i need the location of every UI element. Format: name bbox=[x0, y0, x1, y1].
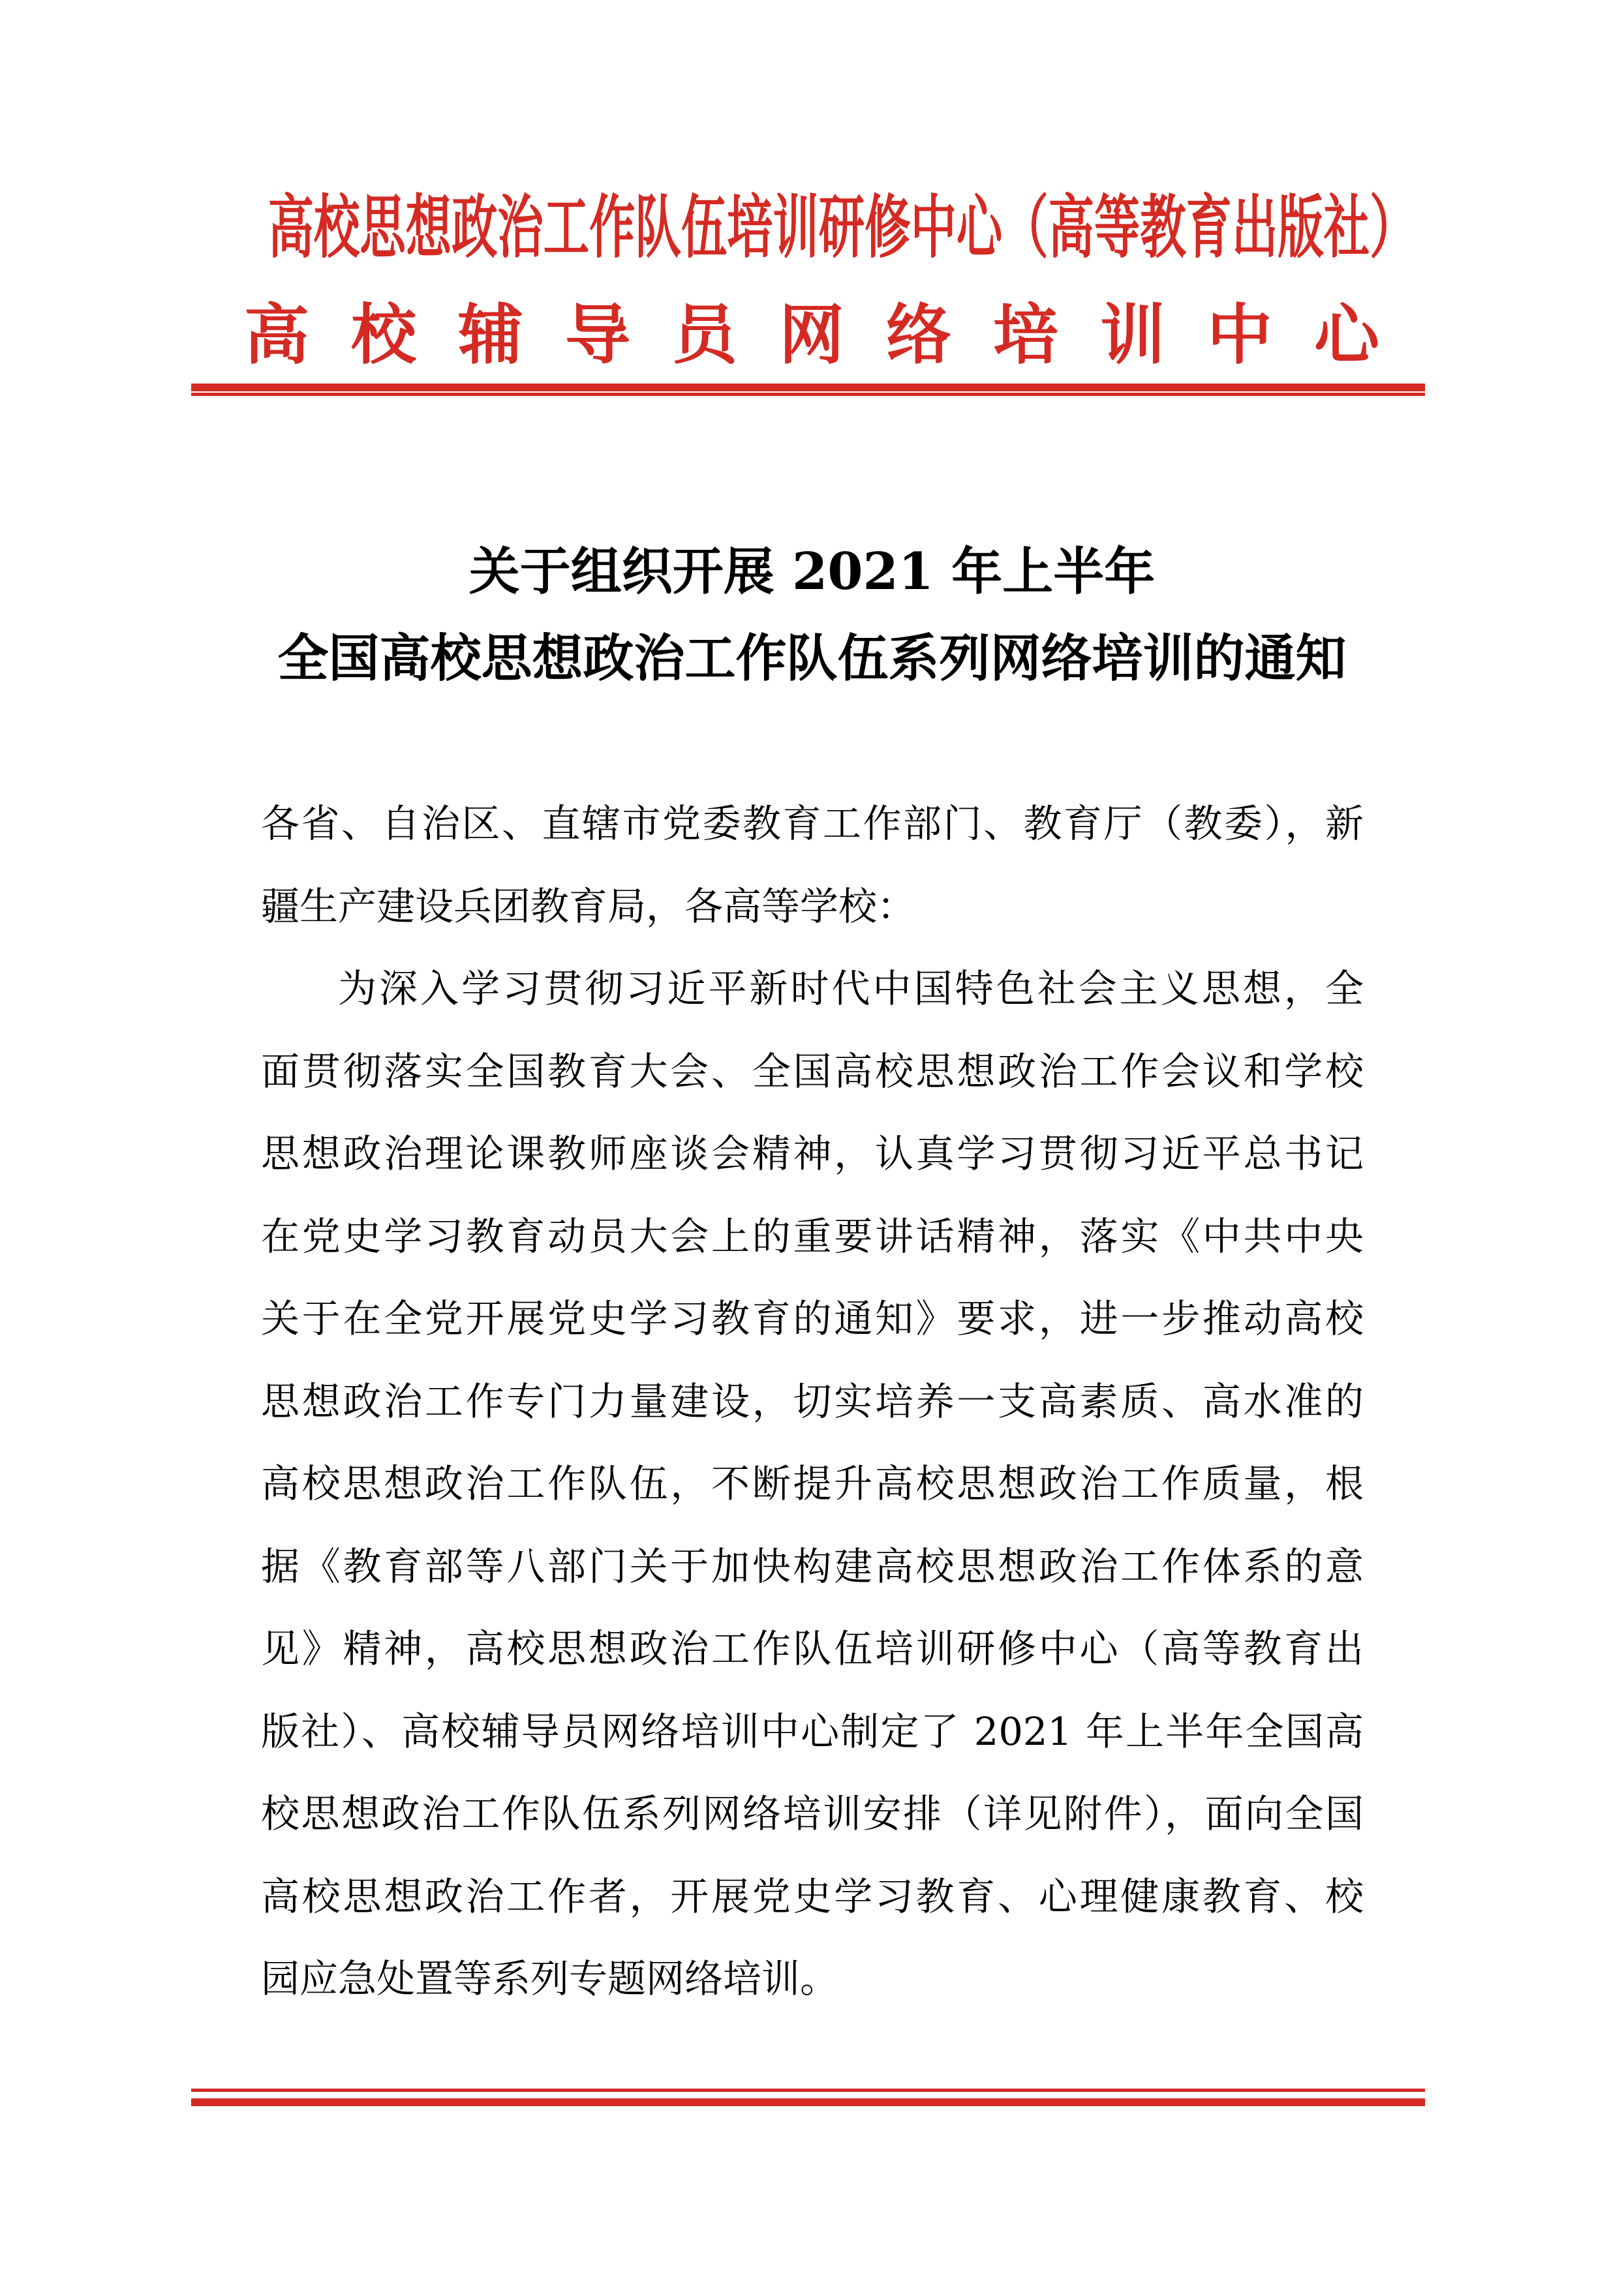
letterhead-rule-thick bbox=[191, 384, 1425, 391]
body-line: 据《教育部等八部门关于加快构建高校思想政治工作体系的意 bbox=[261, 1543, 1364, 1589]
body-line: 为深入学习贯彻习近平新时代中国特色社会主义思想，全 bbox=[338, 966, 1364, 1011]
body-line: 关于在全党开展党史学习教育的通知》要求，进一步推动高校 bbox=[261, 1296, 1364, 1341]
body-line: 思想政治工作专门力量建设，切实培养一支高素质、高水准的 bbox=[261, 1378, 1364, 1424]
body-line: 园应急处置等系列专题网络培训。 bbox=[261, 1956, 839, 2001]
letterhead-line2: 高校辅导员网络培训中心 bbox=[244, 296, 1379, 373]
body-line: 在党史学习教育动员大会上的重要讲话精神，落实《中共中央 bbox=[261, 1213, 1364, 1259]
document-title-line1: 关于组织开展 2021 年上半年 bbox=[468, 542, 1156, 601]
letterhead-rule-thin bbox=[191, 393, 1425, 396]
body-line: 高校思想政治工作者，开展党史学习教育、心理健康教育、校 bbox=[261, 1873, 1364, 1919]
body-line: 校思想政治工作队伍系列网络培训安排（详见附件），面向全国 bbox=[261, 1791, 1364, 1836]
body-line: 各省、自治区、直辖市党委教育工作部门、教育厅（教委），新 bbox=[261, 801, 1364, 846]
body-line: 版社）、高校辅导员网络培训中心制定了 2021 年上半年全国高 bbox=[261, 1708, 1364, 1754]
letterhead-line1: 高校思想政治工作队伍培训研修中心（高等教育出版社） bbox=[268, 187, 1416, 267]
footer-rule-thin bbox=[191, 2089, 1425, 2092]
document-title bbox=[0, 528, 1624, 702]
salutation-paragraph bbox=[261, 783, 1364, 948]
body-line: 思想政治理论课教师座谈会精神，认真学习贯彻习近平总书记 bbox=[261, 1131, 1364, 1176]
body-line: 疆生产建设兵团教育局，各高等学校： bbox=[261, 883, 916, 929]
notice-body bbox=[261, 783, 1364, 2021]
body-line: 面贯彻落实全国教育大会、全国高校思想政治工作会议和学校 bbox=[261, 1048, 1364, 1094]
footer-rule-thick bbox=[191, 2098, 1425, 2106]
body-line: 见》精神，高校思想政治工作队伍培训研修中心（高等教育出 bbox=[261, 1626, 1364, 1671]
main-paragraph bbox=[261, 948, 1364, 2021]
body-line: 高校思想政治工作队伍，不断提升高校思想政治工作质量，根 bbox=[261, 1461, 1364, 1506]
document-title-line2: 全国高校思想政治工作队伍系列网络培训的通知 bbox=[277, 629, 1347, 688]
